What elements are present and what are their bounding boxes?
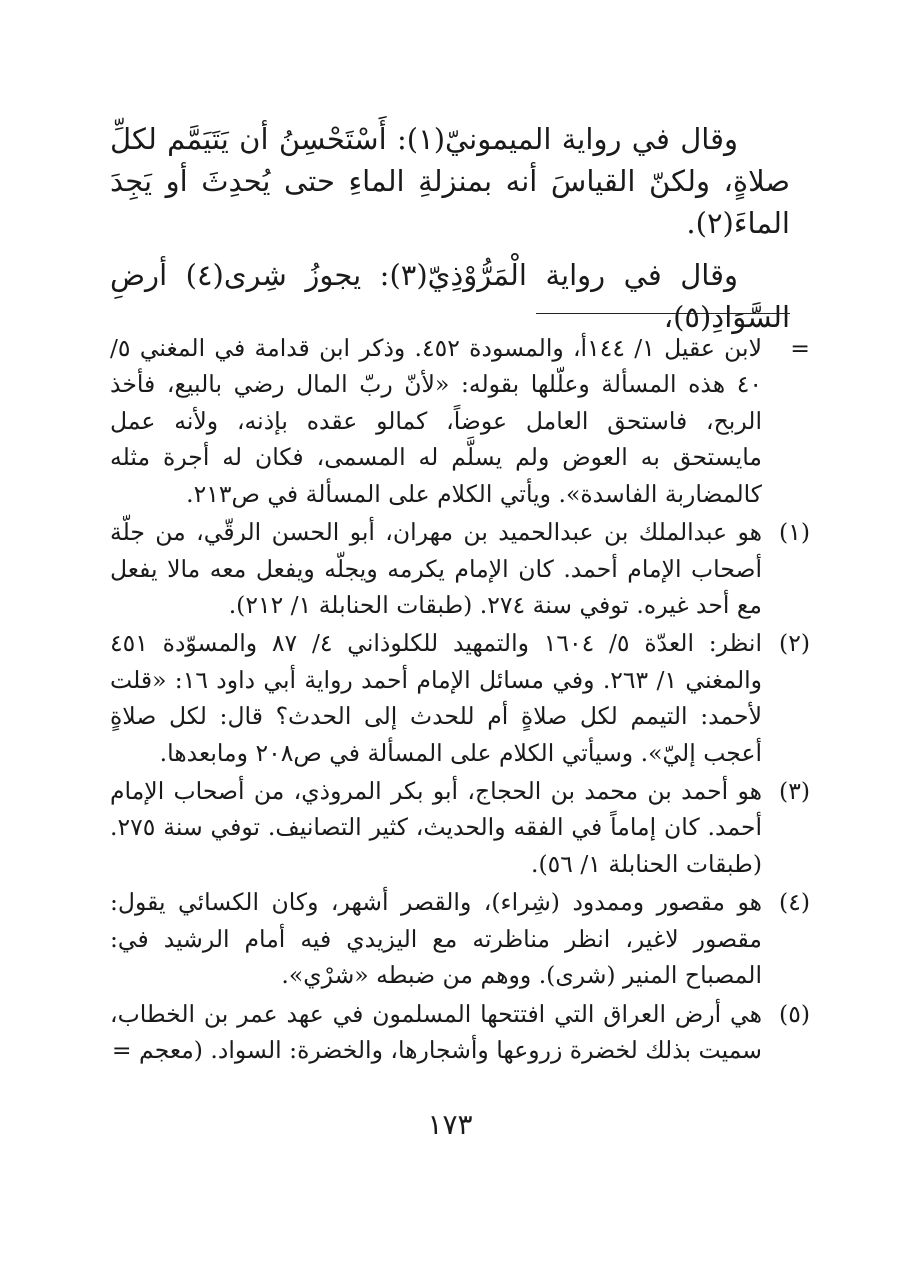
footnote-text: هو أحمد بن محمد بن الحجاج، أبو بكر المروذي، من أصحاب الإمام أحمد. كان إماماً في الفقه والحديث، كثير التصانيف. توفي سنة ٢٧٥. (طبقات الحنابلة ١/ ٥٦). bbox=[110, 777, 762, 878]
footnote-marker: (٤) bbox=[779, 888, 810, 917]
footnote-text: انظر: العدّة ٥/ ١٦٠٤ والتمهيد للكلوذاني ٤/ ٨٧ والمسوّدة ٤٥١ والمغني ١/ ٢٦٣. وفي مسائل الإمام أحمد رواية أبي داود ١٦: «قلت لأحمد: التيمم لكل صلاةٍ أم للحدث إلى الحدث؟ قال: لكل صلاةٍ أعجب إليّ». وسيأتي الكلام على المسألة في ص٢٠٨ ومابعدها. bbox=[110, 629, 763, 767]
footnote-marker: (٥) bbox=[779, 999, 810, 1028]
footnote-text: هو مقصور وممدود (شِراء)، والقصر أشهر، وكان الكسائي يقول: مقصور لاغير، انظر مناظرته مع اليزيدي فيه أمام الرشيد في: المصباح المنير (شرى). ووهم من ضبطه «شرْي». bbox=[110, 888, 762, 990]
footnote-marker: (٣) bbox=[779, 777, 810, 806]
footnote-continued bbox=[110, 330, 810, 512]
footnote-5 bbox=[110, 996, 810, 1069]
footnote-separator bbox=[536, 313, 790, 314]
footnote-marker: = bbox=[790, 334, 810, 362]
main-paragraph-2: وقال في رواية الْمَرُّوْذِيّ(٣): يجوزُ شِرى(٤) أرضِ السَّوَادِ(٥)، bbox=[110, 258, 790, 335]
footnote-marker: (١) bbox=[779, 518, 810, 547]
footnote-text: لابن عقيل ١/ ١٤٤أ، والمسودة ٤٥٢. وذكر ابن قدامة في المغني ٥/ ٤٠ هذه المسألة وعلّلها بقوله: «لأنّ ربّ المال رضي بالبيع، فأخذ الربح، فاستحق العامل عوضاً، كمالو عقده بإذنه، ولأنه عمل مايستحق به العوض ولم يسلَّم له المسمى، فكان له أجرة مثله كالمضاربة الفاسدة». ويأتي الكلام على المسألة في ص٢١٣. bbox=[110, 334, 762, 508]
footnote-text: هي أرض العراق التي افتتحها المسلمون في عهد عمر بن الخطاب، سميت بذلك لخضرة زروعها وأشجارها، والخضرة: السواد. (معجم = bbox=[110, 999, 762, 1065]
page-number: ١٧٣ bbox=[427, 1108, 473, 1141]
footnote-4 bbox=[110, 884, 810, 993]
footnote-3 bbox=[110, 773, 810, 882]
footnote-1 bbox=[110, 514, 810, 623]
footnote-2 bbox=[110, 625, 810, 771]
footnotes bbox=[110, 330, 810, 1070]
footnote-text: هو عبدالملك بن عبدالحميد بن مهران، أبو الحسن الرقّي، من جلّة أصحاب الإمام أحمد. كان الإمام يكرمه ويجلّه ويفعل معه مالا يفعل مع أحد غيره. توفي سنة ٢٧٤. (طبقات الحنابلة ١/ ٢١٢). bbox=[110, 518, 762, 619]
main-paragraph-1: وقال في رواية الميمونيّ(١): أَسْتَحْسِنُ أن يَتَيَمَّم لكلِّ صلاةٍ، ولكنّ القياسَ أنه بمنزلةِ الماءِ حتى يُحدِثَ أو يَجِدَ الماءَ(٢). bbox=[110, 122, 790, 241]
footnote-marker: (٢) bbox=[779, 629, 810, 658]
